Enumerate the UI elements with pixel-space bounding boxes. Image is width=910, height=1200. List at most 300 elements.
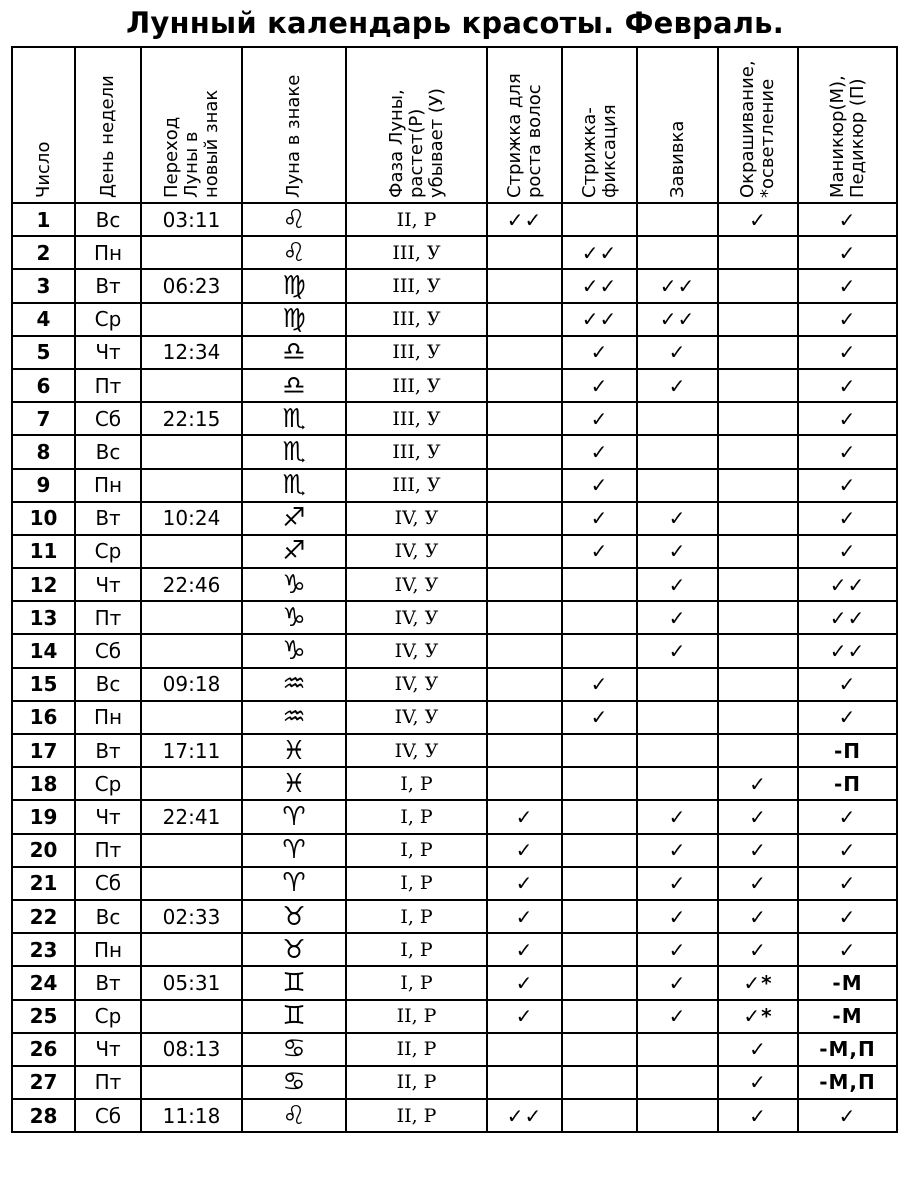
moon-phase: I, Р [346, 867, 487, 900]
growth-haircut-mark: ✓✓ [487, 203, 562, 236]
growth-haircut-mark: ✓ [487, 867, 562, 900]
perm-mark: ✓✓ [637, 303, 718, 336]
manicure-pedicure-mark: -М,П [798, 1033, 897, 1066]
fixation-haircut-mark: ✓ [562, 369, 637, 402]
fixation-haircut-mark: ✓ [562, 469, 637, 502]
moon-phase: I, Р [346, 900, 487, 933]
header-line: убывает (У) [425, 88, 447, 198]
table-row [12, 668, 897, 701]
weekday: Ср [75, 1000, 141, 1033]
coloring-mark [718, 668, 798, 701]
table-row [12, 701, 897, 734]
day-number: 28 [12, 1099, 75, 1132]
moon-phase: I, Р [346, 767, 487, 800]
growth-haircut-mark: ✓ [487, 1000, 562, 1033]
transition-time: 12:34 [141, 336, 242, 369]
fixation-haircut-mark [562, 1066, 637, 1099]
zodiac-sign-icon: ♎ [242, 336, 346, 369]
manicure-pedicure-mark: ✓ [798, 435, 897, 468]
fixation-haircut-mark [562, 203, 637, 236]
growth-haircut-mark [487, 303, 562, 336]
perm-mark [637, 402, 718, 435]
zodiac-sign-icon: ♑ [242, 601, 346, 634]
coloring-mark: ✓* [718, 1000, 798, 1033]
moon-phase: IV, У [346, 535, 487, 568]
day-number: 22 [12, 900, 75, 933]
growth-haircut-mark [487, 369, 562, 402]
growth-haircut-mark: ✓ [487, 834, 562, 867]
coloring-mark: ✓ [718, 834, 798, 867]
zodiac-sign-icon: ♐ [242, 535, 346, 568]
fixation-haircut-mark: ✓ [562, 701, 637, 734]
moon-phase: IV, У [346, 634, 487, 667]
table-row [12, 369, 897, 402]
zodiac-sign-icon: ♏ [242, 402, 346, 435]
day-number: 13 [12, 601, 75, 634]
coloring-mark [718, 469, 798, 502]
weekday: Пн [75, 933, 141, 966]
day-number: 10 [12, 502, 75, 535]
perm-mark [637, 701, 718, 734]
weekday: Пн [75, 236, 141, 269]
zodiac-sign-icon: ♌ [242, 1099, 346, 1132]
fixation-haircut-mark [562, 767, 637, 800]
table-row [12, 535, 897, 568]
weekday: Вс [75, 203, 141, 236]
header-coloring [718, 47, 798, 203]
header-line: *осветление [757, 78, 778, 198]
header-moon-phase [346, 47, 487, 203]
transition-time [141, 634, 242, 667]
coloring-mark [718, 701, 798, 734]
zodiac-sign-icon: ♈ [242, 867, 346, 900]
transition-time [141, 535, 242, 568]
zodiac-sign-icon: ♑ [242, 634, 346, 667]
perm-mark [637, 1066, 718, 1099]
header-line: новый знак [200, 89, 222, 198]
weekday: Вс [75, 435, 141, 468]
table-row [12, 834, 897, 867]
manicure-pedicure-mark: ✓ [798, 535, 897, 568]
transition-time: 22:41 [141, 800, 242, 833]
moon-phase: II, Р [346, 1033, 487, 1066]
coloring-mark [718, 502, 798, 535]
manicure-pedicure-mark: ✓ [798, 502, 897, 535]
manicure-pedicure-mark: ✓ [798, 867, 897, 900]
coloring-mark [718, 535, 798, 568]
header-line: Луны в [180, 131, 202, 198]
day-number: 17 [12, 734, 75, 767]
table-row [12, 800, 897, 833]
weekday: Сб [75, 402, 141, 435]
zodiac-sign-icon: ♈ [242, 800, 346, 833]
zodiac-sign-icon: ♌ [242, 236, 346, 269]
manicure-pedicure-mark: -П [798, 767, 897, 800]
moon-phase: III, У [346, 303, 487, 336]
header-weekday [75, 47, 141, 203]
day-number: 25 [12, 1000, 75, 1033]
day-number: 15 [12, 668, 75, 701]
fixation-haircut-mark [562, 734, 637, 767]
header-line: Завивка [666, 120, 688, 198]
coloring-mark [718, 236, 798, 269]
header-row [12, 47, 897, 203]
fixation-haircut-mark: ✓✓ [562, 269, 637, 302]
table-row [12, 933, 897, 966]
zodiac-sign-icon: ♉ [242, 933, 346, 966]
coloring-mark: ✓ [718, 1066, 798, 1099]
table-row [12, 767, 897, 800]
perm-mark: ✓ [637, 1000, 718, 1033]
moon-phase: III, У [346, 336, 487, 369]
day-number: 16 [12, 701, 75, 734]
manicure-pedicure-mark: -М [798, 966, 897, 999]
zodiac-sign-icon: ♍ [242, 303, 346, 336]
header-line: Переход [160, 116, 182, 198]
weekday: Вт [75, 269, 141, 302]
zodiac-sign-icon: ♐ [242, 502, 346, 535]
day-number: 1 [12, 203, 75, 236]
growth-haircut-mark [487, 1066, 562, 1099]
table-row [12, 568, 897, 601]
header-line: Стрижка- [578, 107, 600, 198]
header-line: Маникюр(М), [826, 75, 848, 198]
table-row [12, 601, 897, 634]
transition-time: 05:31 [141, 966, 242, 999]
moon-phase: IV, У [346, 502, 487, 535]
fixation-haircut-mark: ✓ [562, 502, 637, 535]
table-body [12, 203, 897, 1132]
weekday: Вт [75, 502, 141, 535]
manicure-pedicure-mark: ✓✓ [798, 601, 897, 634]
weekday: Вс [75, 900, 141, 933]
header-line: роста волос [523, 84, 545, 198]
zodiac-sign-icon: ♓ [242, 767, 346, 800]
perm-mark [637, 734, 718, 767]
moon-phase: II, Р [346, 1099, 487, 1132]
growth-haircut-mark: ✓ [487, 966, 562, 999]
growth-haircut-mark [487, 502, 562, 535]
coloring-mark [718, 336, 798, 369]
growth-haircut-mark [487, 535, 562, 568]
weekday: Сб [75, 867, 141, 900]
table-row [12, 966, 897, 999]
page-title: Лунный календарь красоты. Февраль. [126, 6, 784, 40]
fixation-haircut-mark [562, 1000, 637, 1033]
weekday: Ср [75, 303, 141, 336]
weekday: Пт [75, 834, 141, 867]
manicure-pedicure-mark: ✓ [798, 834, 897, 867]
fixation-haircut-mark [562, 867, 637, 900]
manicure-pedicure-mark: ✓ [798, 800, 897, 833]
growth-haircut-mark [487, 568, 562, 601]
header-manicure-pedicure [798, 47, 897, 203]
header-line: Число [32, 141, 54, 198]
day-number: 18 [12, 767, 75, 800]
moon-phase: II, Р [346, 1066, 487, 1099]
growth-haircut-mark [487, 1033, 562, 1066]
weekday: Пт [75, 601, 141, 634]
transition-time [141, 469, 242, 502]
perm-mark [637, 203, 718, 236]
day-number: 2 [12, 236, 75, 269]
transition-time [141, 867, 242, 900]
growth-haircut-mark [487, 336, 562, 369]
perm-mark: ✓ [637, 568, 718, 601]
fixation-haircut-mark [562, 1033, 637, 1066]
fixation-haircut-mark [562, 900, 637, 933]
perm-mark: ✓✓ [637, 269, 718, 302]
manicure-pedicure-mark: ✓ [798, 236, 897, 269]
transition-time: 06:23 [141, 269, 242, 302]
growth-haircut-mark [487, 701, 562, 734]
weekday: Чт [75, 1033, 141, 1066]
day-number: 6 [12, 369, 75, 402]
day-number: 8 [12, 435, 75, 468]
transition-time: 09:18 [141, 668, 242, 701]
zodiac-sign-icon: ♊ [242, 1000, 346, 1033]
day-number: 9 [12, 469, 75, 502]
perm-mark [637, 1033, 718, 1066]
coloring-mark [718, 369, 798, 402]
transition-time: 03:11 [141, 203, 242, 236]
transition-time: 17:11 [141, 734, 242, 767]
perm-mark [637, 668, 718, 701]
coloring-mark: ✓ [718, 767, 798, 800]
table-row [12, 203, 897, 236]
moon-phase: IV, У [346, 701, 487, 734]
day-number: 26 [12, 1033, 75, 1066]
zodiac-sign-icon: ♎ [242, 369, 346, 402]
moon-phase: III, У [346, 236, 487, 269]
transition-time [141, 1066, 242, 1099]
weekday: Сб [75, 1099, 141, 1132]
fixation-haircut-mark [562, 1099, 637, 1132]
coloring-mark [718, 303, 798, 336]
transition-time [141, 303, 242, 336]
manicure-pedicure-mark: ✓ [798, 336, 897, 369]
header-growth-haircut [487, 47, 562, 203]
fixation-haircut-mark: ✓ [562, 535, 637, 568]
zodiac-sign-icon: ♊ [242, 966, 346, 999]
perm-mark: ✓ [637, 933, 718, 966]
zodiac-sign-icon: ♌ [242, 203, 346, 236]
perm-mark: ✓ [637, 834, 718, 867]
coloring-mark [718, 435, 798, 468]
fixation-haircut-mark [562, 601, 637, 634]
lunar-calendar-table [11, 46, 898, 1133]
growth-haircut-mark [487, 236, 562, 269]
manicure-pedicure-mark: ✓ [798, 303, 897, 336]
moon-phase: IV, У [346, 601, 487, 634]
weekday: Пт [75, 1066, 141, 1099]
perm-mark: ✓ [637, 966, 718, 999]
manicure-pedicure-mark: ✓ [798, 469, 897, 502]
fixation-haircut-mark [562, 933, 637, 966]
manicure-pedicure-mark: ✓ [798, 701, 897, 734]
weekday: Вс [75, 668, 141, 701]
growth-haircut-mark [487, 767, 562, 800]
weekday: Ср [75, 535, 141, 568]
growth-haircut-mark [487, 402, 562, 435]
table-row [12, 469, 897, 502]
table-row [12, 269, 897, 302]
zodiac-sign-icon: ♈ [242, 834, 346, 867]
coloring-mark [718, 601, 798, 634]
coloring-mark: ✓ [718, 800, 798, 833]
day-number: 5 [12, 336, 75, 369]
fixation-haircut-mark: ✓ [562, 336, 637, 369]
weekday: Ср [75, 767, 141, 800]
transition-time: 08:13 [141, 1033, 242, 1066]
transition-time: 02:33 [141, 900, 242, 933]
coloring-mark: ✓ [718, 203, 798, 236]
transition-time [141, 601, 242, 634]
manicure-pedicure-mark: -П [798, 734, 897, 767]
perm-mark [637, 236, 718, 269]
growth-haircut-mark: ✓✓ [487, 1099, 562, 1132]
table-row [12, 502, 897, 535]
transition-time [141, 1000, 242, 1033]
zodiac-sign-icon: ♋ [242, 1066, 346, 1099]
transition-time [141, 767, 242, 800]
fixation-haircut-mark [562, 800, 637, 833]
coloring-mark [718, 269, 798, 302]
fixation-haircut-mark [562, 634, 637, 667]
zodiac-sign-icon: ♒ [242, 701, 346, 734]
transition-time: 22:46 [141, 568, 242, 601]
zodiac-sign-icon: ♑ [242, 568, 346, 601]
manicure-pedicure-mark: ✓✓ [798, 568, 897, 601]
manicure-pedicure-mark: ✓ [798, 933, 897, 966]
fixation-haircut-mark [562, 834, 637, 867]
moon-phase: III, У [346, 469, 487, 502]
table-row [12, 402, 897, 435]
manicure-pedicure-mark: ✓ [798, 1099, 897, 1132]
weekday: Чт [75, 800, 141, 833]
header-line: Стрижка для [503, 73, 525, 198]
zodiac-sign-icon: ♍ [242, 269, 346, 302]
perm-mark: ✓ [637, 601, 718, 634]
coloring-mark: ✓ [718, 933, 798, 966]
transition-time [141, 236, 242, 269]
day-number: 3 [12, 269, 75, 302]
header-line: Окрашивание, [737, 60, 758, 198]
transition-time: 10:24 [141, 502, 242, 535]
transition-time: 11:18 [141, 1099, 242, 1132]
zodiac-sign-icon: ♉ [242, 900, 346, 933]
weekday: Вт [75, 734, 141, 767]
fixation-haircut-mark: ✓ [562, 668, 637, 701]
moon-phase: III, У [346, 435, 487, 468]
transition-time [141, 369, 242, 402]
growth-haircut-mark: ✓ [487, 800, 562, 833]
perm-mark: ✓ [637, 800, 718, 833]
header-line: День недели [97, 75, 118, 198]
manicure-pedicure-mark: ✓ [798, 269, 897, 302]
moon-phase: I, Р [346, 933, 487, 966]
growth-haircut-mark [487, 435, 562, 468]
coloring-mark [718, 734, 798, 767]
table-row [12, 435, 897, 468]
table-row [12, 303, 897, 336]
coloring-mark: ✓ [718, 1099, 798, 1132]
day-number: 19 [12, 800, 75, 833]
header-line: Луна в знаке [283, 74, 304, 198]
perm-mark [637, 469, 718, 502]
coloring-mark [718, 402, 798, 435]
zodiac-sign-icon: ♋ [242, 1033, 346, 1066]
perm-mark: ✓ [637, 867, 718, 900]
table-row [12, 1000, 897, 1033]
growth-haircut-mark: ✓ [487, 933, 562, 966]
weekday: Чт [75, 568, 141, 601]
weekday: Чт [75, 336, 141, 369]
moon-phase: II, Р [346, 1000, 487, 1033]
manicure-pedicure-mark: ✓✓ [798, 634, 897, 667]
day-number: 24 [12, 966, 75, 999]
moon-phase: II, Р [346, 203, 487, 236]
growth-haircut-mark: ✓ [487, 900, 562, 933]
manicure-pedicure-mark: ✓ [798, 668, 897, 701]
growth-haircut-mark [487, 634, 562, 667]
day-number: 12 [12, 568, 75, 601]
growth-haircut-mark [487, 269, 562, 302]
weekday: Сб [75, 634, 141, 667]
moon-phase: I, Р [346, 966, 487, 999]
table-row [12, 900, 897, 933]
growth-haircut-mark [487, 668, 562, 701]
perm-mark: ✓ [637, 369, 718, 402]
moon-phase: IV, У [346, 668, 487, 701]
perm-mark [637, 435, 718, 468]
transition-time [141, 435, 242, 468]
day-number: 7 [12, 402, 75, 435]
weekday: Пн [75, 469, 141, 502]
fixation-haircut-mark: ✓ [562, 435, 637, 468]
table-row [12, 1099, 897, 1132]
fixation-haircut-mark: ✓✓ [562, 236, 637, 269]
weekday: Пт [75, 369, 141, 402]
day-number: 27 [12, 1066, 75, 1099]
table-row [12, 634, 897, 667]
fixation-haircut-mark: ✓ [562, 402, 637, 435]
weekday: Пн [75, 701, 141, 734]
perm-mark: ✓ [637, 535, 718, 568]
day-number: 4 [12, 303, 75, 336]
fixation-haircut-mark: ✓✓ [562, 303, 637, 336]
day-number: 20 [12, 834, 75, 867]
zodiac-sign-icon: ♓ [242, 734, 346, 767]
header-transition-time [141, 47, 242, 203]
coloring-mark: ✓ [718, 867, 798, 900]
day-number: 21 [12, 867, 75, 900]
moon-phase: IV, У [346, 568, 487, 601]
perm-mark [637, 1099, 718, 1132]
moon-phase: III, У [346, 402, 487, 435]
fixation-haircut-mark [562, 568, 637, 601]
growth-haircut-mark [487, 601, 562, 634]
header-fixation-haircut [562, 47, 637, 203]
coloring-mark: ✓* [718, 966, 798, 999]
coloring-mark: ✓ [718, 1033, 798, 1066]
transition-time [141, 933, 242, 966]
table-row [12, 336, 897, 369]
table-row [12, 1066, 897, 1099]
transition-time [141, 834, 242, 867]
moon-phase: I, Р [346, 834, 487, 867]
manicure-pedicure-mark: ✓ [798, 203, 897, 236]
